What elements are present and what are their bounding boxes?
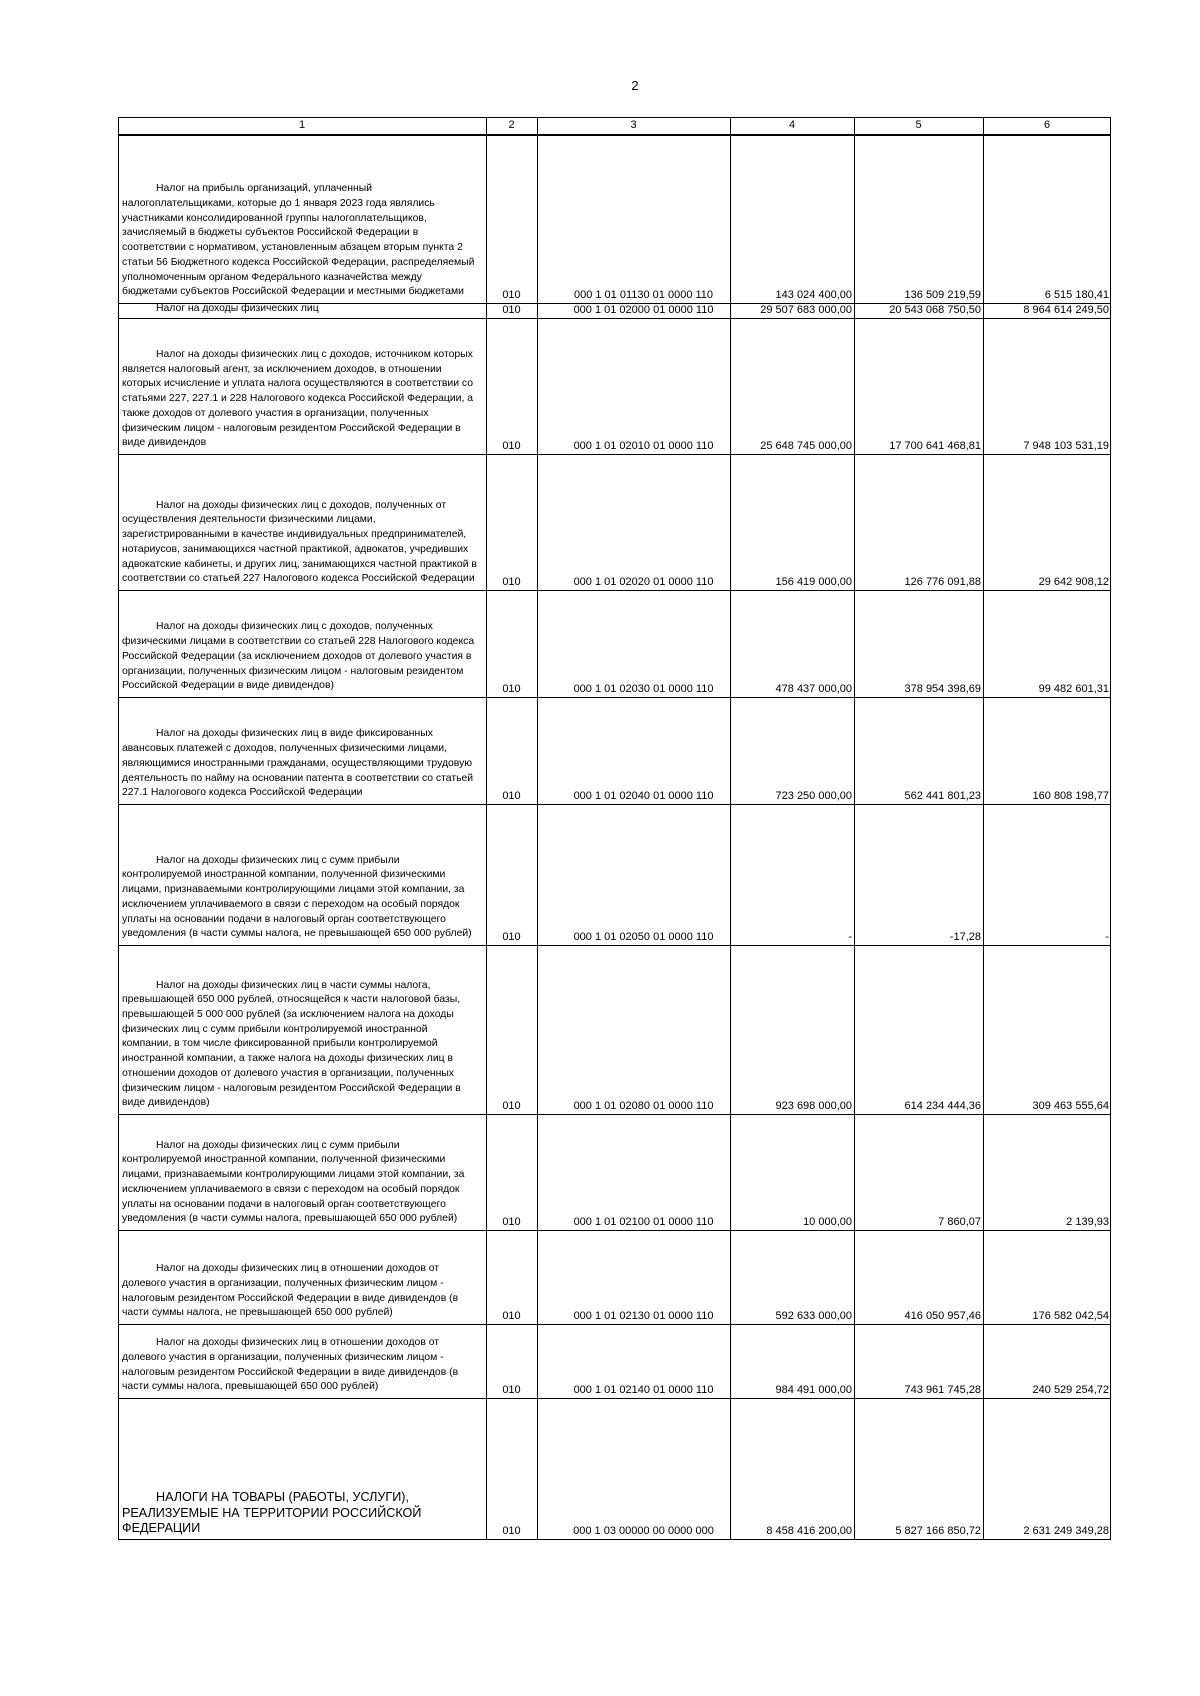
executed-amount-cell: 562 441 801,23 <box>904 790 981 802</box>
approved-amount-cell: 156 419 000,00 <box>775 576 852 588</box>
line-code-cell: 010 <box>502 1216 521 1228</box>
executed-amount-cell: 20 543 068 750,50 <box>889 304 981 316</box>
row-description: Налог на доходы физических лиц в отношении доходов от долевого участия в организации, полученных физическим лицом - налоговым резидентом Российской Федерации в виде дивидендов (в части суммы налога, превышающей 650 000 рублей) <box>122 1337 459 1393</box>
executed-amount-cell: 126 776 091,88 <box>904 576 981 588</box>
line-code-cell: 010 <box>502 1100 521 1112</box>
income-code-cell: 000 1 01 02000 01 0000 110 <box>573 304 714 316</box>
income-code-cell: 000 1 01 02050 01 0000 110 <box>573 931 714 943</box>
unexecuted-amount-cell: 240 529 254,72 <box>1032 1384 1109 1396</box>
unexecuted-amount-cell: 6 515 180,41 <box>1044 289 1109 301</box>
column-header: 2 <box>508 119 515 131</box>
row-description: Налог на доходы физических лиц с доходов, источником которых является налоговый агент, за исключением доходов, в отношении которых исчисление и уплата налога осуществляются в соответствии со статьями 227, 227.1 и 228 Налогового кодекса Российской Федерации, а также доходов от долевого участия в организации, полученных физическим лицом - налоговым резидентом Российской Федерации в виде дивидендов <box>122 349 474 449</box>
unexecuted-amount-cell: 7 948 103 531,19 <box>1023 440 1109 452</box>
income-code-cell: 000 1 01 01130 01 0000 110 <box>573 289 714 301</box>
approved-amount-cell: 723 250 000,00 <box>775 790 852 802</box>
line-code-cell: 010 <box>502 576 521 588</box>
executed-amount-cell: 416 050 957,46 <box>904 1310 981 1322</box>
executed-amount-cell: 136 509 219,59 <box>904 289 981 301</box>
approved-amount-cell: 25 648 745 000,00 <box>760 440 852 452</box>
income-code-cell: 000 1 01 02100 01 0000 110 <box>573 1216 714 1228</box>
line-code-cell: 010 <box>502 1384 521 1396</box>
column-header: 1 <box>298 119 306 131</box>
row-description: Налог на доходы физических лиц с сумм прибыли контролируемой иностранной компании, полученной физическими лицами, признаваемыми контролирующими лицами этой компании, за исключением уплачиваемого в связи с переходом на особый порядок уплаты на основании подачи в налоговый орган соответствующего уведомления (в части суммы налога, превышающей 650 000 рублей) <box>122 1139 465 1225</box>
column-header: 4 <box>788 119 796 131</box>
executed-amount-cell: 7 860,07 <box>938 1216 981 1228</box>
unexecuted-amount-cell: 29 642 908,12 <box>1038 576 1109 588</box>
approved-amount-cell: 29 507 683 000,00 <box>760 304 852 316</box>
line-code-cell: 010 <box>502 1525 521 1537</box>
row-description: Налог на доходы физических лиц в виде фиксированных авансовых платежей с доходов, полученных физическими лицами, являющимися иностранными гражданами, осуществляющими трудовую деятельность по найму на основании патента в соответствии со статьей 227.1 Налогового кодекса Российской Федерации <box>122 728 474 799</box>
budget-revenue-table <box>118 117 1111 1540</box>
approved-amount-cell: 592 633 000,00 <box>775 1310 852 1322</box>
unexecuted-amount-cell: 8 964 614 249,50 <box>1023 304 1109 316</box>
line-code-cell: 010 <box>502 790 521 802</box>
line-code-cell: 010 <box>502 1310 521 1322</box>
income-code-cell: 000 1 01 02040 01 0000 110 <box>573 790 714 802</box>
unexecuted-amount-cell: 2 139,93 <box>1066 1216 1109 1228</box>
column-header: 3 <box>630 119 637 131</box>
executed-amount-cell: 614 234 444,36 <box>904 1100 981 1112</box>
line-code-cell: 010 <box>502 683 521 695</box>
row-description: Налог на доходы физических лиц с доходов, полученных от осуществления деятельности физическими лицами, зарегистрированными в качестве индивидуальных предпринимателей, нотариусов, занимающихся частной практикой, адвокатов, учредивших адвокатские кабинеты, и других лиц, занимающихся частной практикой в соответствии со статьей 227 Налогового кодекса Российской Федерации <box>122 499 477 585</box>
row-description: Налог на доходы физических лиц <box>156 303 319 315</box>
line-code-cell: 010 <box>502 931 521 943</box>
column-header: 5 <box>915 119 922 131</box>
approved-amount-cell: - <box>848 931 852 943</box>
income-code-cell: 000 1 01 02010 01 0000 110 <box>573 440 714 452</box>
unexecuted-amount-cell: 309 463 555,64 <box>1032 1100 1109 1112</box>
income-code-cell: 000 1 01 02140 01 0000 110 <box>573 1384 714 1396</box>
row-description: Налог на прибыль организаций, уплаченный налогоплательщиками, которые до 1 января 2023 года являлись участниками консолидированной группы налогоплательщиков, зачисляемый в бюджеты субъектов Российской Федерации в соответствии с нормативом, установленным абзацем вторым пункта 2 статьи 56 Бюджетного кодекса Российской Федерации, распределяемый уполномоченным органом Федерального казначейства между бюджетами субъектов Российской Федерации и местными бюджетами <box>122 183 475 298</box>
row-description: Налог на доходы физических лиц с доходов, полученных физическими лицами в соответствии со статьей 228 Налогового кодекса Российской Федерации (за исключением доходов от долевого участия в организации, полученных физическим лицом - налоговым резидентом Российской Федерации в виде дивидендов) <box>122 621 475 692</box>
table-border-left <box>118 117 119 1540</box>
executed-amount-cell: 5 827 166 850,72 <box>895 1525 981 1537</box>
income-code-cell: 000 1 01 02080 01 0000 110 <box>573 1100 714 1112</box>
row-description: Налог на доходы физических лиц в отношении доходов от долевого участия в организации, полученных физическим лицом - налоговым резидентом Российской Федерации в виде дивидендов (в части суммы налога, не превышающей 650 000 рублей) <box>122 1263 459 1319</box>
income-code-cell: 000 1 01 02130 01 0000 110 <box>573 1310 714 1322</box>
executed-amount-cell: 17 700 641 468,81 <box>889 440 981 452</box>
executed-amount-cell: 743 961 745,28 <box>904 1384 981 1396</box>
row-description: НАЛОГИ НА ТОВАРЫ (РАБОТЫ, УСЛУГИ), РЕАЛИЗУЕМЫЕ НА ТЕРРИТОРИИ РОССИЙСКОЙ ФЕДЕРАЦИИ <box>122 1490 422 1535</box>
unexecuted-amount-cell: 176 582 042,54 <box>1032 1310 1109 1322</box>
line-code-cell: 010 <box>502 440 521 452</box>
row-description: Налог на доходы физических лиц в части суммы налога, превышающей 650 000 рублей, относящейся к части налоговой базы, превышающей 5 000 000 рублей (за исключением налога на доходы физических лиц с сумм прибыли контролируемой иностранной компании, в том числе фиксированной прибыли контролируемой иностранной компании, а также налога на доходы физических лиц в отношении доходов от долевого участия в организации, полученных физическим лицом - налоговым резидентом Российской Федерации в виде дивидендов) <box>122 979 461 1109</box>
row-description: Налог на доходы физических лиц с сумм прибыли контролируемой иностранной компании, полученной физическими лицами, признаваемыми контролирующими лицами этой компании, за исключением уплачиваемого в связи с переходом на особый порядок уплаты на основании подачи в налоговый орган соответствующего уведомления (в части суммы налога, не превышающей 650 000 рублей) <box>122 854 472 940</box>
approved-amount-cell: 478 437 000,00 <box>775 683 852 695</box>
approved-amount-cell: 984 491 000,00 <box>775 1384 852 1396</box>
page-number: 2 <box>631 78 639 93</box>
approved-amount-cell: 10 000,00 <box>803 1216 852 1228</box>
approved-amount-cell: 8 458 416 200,00 <box>766 1525 852 1537</box>
approved-amount-cell: 923 698 000,00 <box>775 1100 852 1112</box>
unexecuted-amount-cell: - <box>1105 931 1109 943</box>
table-border-bottom <box>118 1539 1111 1540</box>
approved-amount-cell: 143 024 400,00 <box>775 289 852 301</box>
executed-amount-cell: -17,28 <box>949 931 981 943</box>
unexecuted-amount-cell: 2 631 249 349,28 <box>1023 1525 1109 1537</box>
unexecuted-amount-cell: 160 808 198,77 <box>1032 790 1109 802</box>
income-code-cell: 000 1 01 02020 01 0000 110 <box>573 576 714 588</box>
column-header: 6 <box>1043 119 1051 131</box>
line-code-cell: 010 <box>502 304 521 316</box>
executed-amount-cell: 378 954 398,69 <box>904 683 981 695</box>
line-code-cell: 010 <box>502 289 521 301</box>
unexecuted-amount-cell: 99 482 601,31 <box>1038 683 1109 695</box>
income-code-cell: 000 1 01 02030 01 0000 110 <box>573 683 714 695</box>
income-code-cell: 000 1 03 00000 00 0000 000 <box>573 1525 714 1537</box>
